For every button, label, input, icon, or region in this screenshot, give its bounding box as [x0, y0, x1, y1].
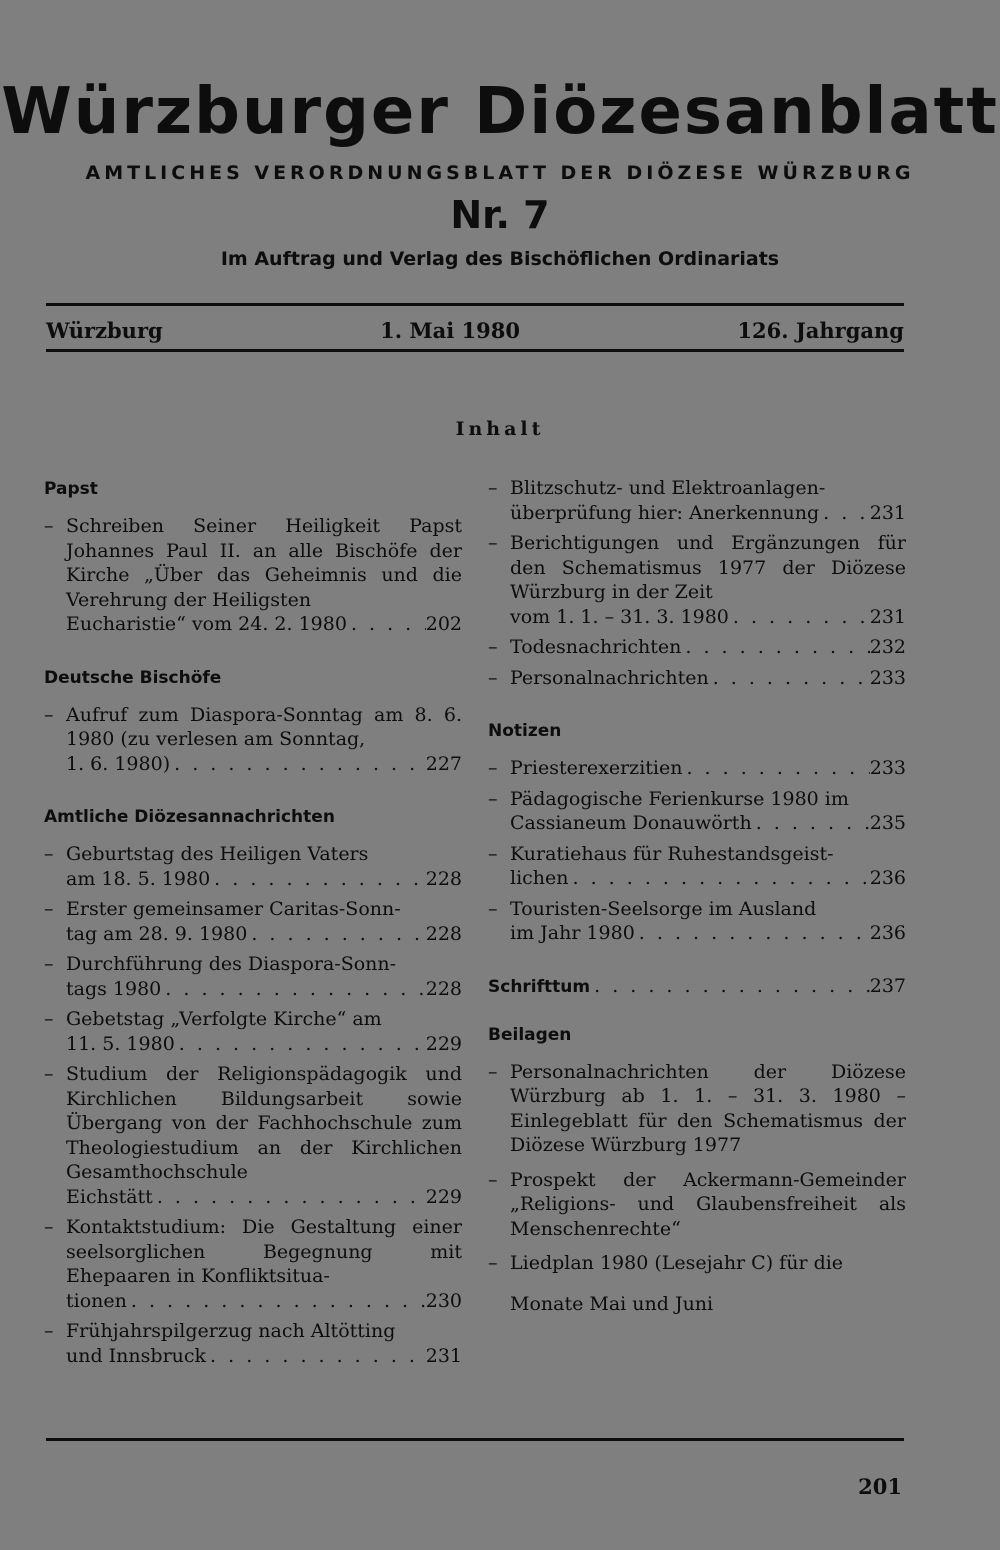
toc-entry-text: Todesnachrichten: [510, 636, 682, 658]
toc-page: 228: [425, 977, 462, 1000]
toc-page: 231: [869, 605, 906, 628]
toc-entry: – Studium der Religionspädagogik und Kirchlichen Bildungsarbeit sowie Übergang von der Fachhochschule zum Theologiestudium an der Kirchlichen Gesamthochschule Eichstätt . . . 229: [44, 1062, 462, 1209]
toc-entry: – Prospekt der Ackermann-Gemeinder „Religions- und Glaubensfreiheit als Menschenrechte“: [488, 1168, 906, 1240]
toc-page: 202: [425, 613, 462, 635]
toc-entry-text: Personalnachrichten der Diözese Würzburg ab 1. 1. – 31. 3. 1980 – Einlegeblatt für den Schematismus der Diözese Würzburg 1977: [510, 1060, 906, 1156]
toc-entry-text: Geburtstag des Heiligen Vaters: [66, 843, 369, 865]
toc-page: 235: [869, 812, 906, 834]
dateline-volume: 126. Jahrgang: [737, 317, 904, 343]
section-heading: Schrifttum: [488, 976, 591, 997]
toc-entry-text: Durchführung des Diaspora-Sonn-: [66, 953, 397, 975]
toc-entry-text: Schreiben Seiner Heiligkeit Papst Johannes Paul II. an alle Bischöfe der Kirche „Über das Geheimnis und die Verehrung der Heiligsten: [66, 515, 462, 611]
section-heading: Notizen: [488, 721, 562, 741]
toc-entry-text: Aufruf zum Diaspora-Sonntag am 8. 6. 1980 (zu verlesen am Sonntag,: [66, 703, 462, 750]
toc-entry-text: Cassianeum Donauwörth: [510, 812, 752, 834]
toc-entry-text: Liedplan 1980 (Lesejahr C) für die: [510, 1252, 844, 1274]
toc-entry: – Gebetstag „Verfolgte Kirche“ am 11. 5. 1980 . . . 229: [44, 1007, 462, 1056]
toc-entry: – Kuratiehaus für Ruhestandsgeist- lichen . . . 236: [488, 842, 906, 891]
toc-entry-text: Gebetstag „Verfolgte Kirche“ am: [66, 1008, 382, 1030]
toc-entry-text: Frühjahrspilgerzug nach Altötting: [66, 1320, 396, 1342]
toc-entry: – Aufruf zum Diaspora-Sonntag am 8. 6. 1980 (zu verlesen am Sonntag, 1. 6. 1980) . . . 227: [44, 703, 462, 777]
toc-entry: – Frühjahrspilgerzug nach Altötting und Innsbruck . . . 231: [44, 1319, 462, 1368]
toc-entry-text: 11. 5. 1980: [66, 1032, 175, 1055]
toc-entry-text: tionen: [66, 1289, 127, 1312]
toc-entry-text: lichen: [510, 867, 569, 889]
toc-entry-text: und Innsbruck: [66, 1344, 207, 1367]
dateline-place: Würzburg: [46, 317, 163, 343]
toc-entry-text: Personalnachrichten: [510, 666, 709, 689]
section-heading: Beilagen: [488, 1024, 572, 1045]
toc-entry: – Personalnachrichten . . . 233: [488, 666, 906, 691]
toc-page: 228: [425, 922, 462, 945]
publication-title: Würzburger Diözesanblatt: [1, 75, 999, 149]
toc-page: 231: [425, 1344, 462, 1367]
toc-entry: – Berichtigungen und Ergänzungen für den Schematismus 1977 der Diözese Würzburg in der Zeit vom 1. 1. – 31. 3. 1980 . . . 231: [488, 531, 906, 629]
toc-page: 229: [425, 1032, 462, 1055]
contents-right-column: [488, 476, 906, 1322]
toc-entry-text: Kuratiehaus für Ruhestandsgeist-: [510, 842, 834, 865]
toc-entry: – Liedplan 1980 (Lesejahr C) für die Monate Mai und Juni: [488, 1251, 906, 1316]
publisher-line: Im Auftrag und Verlag des Bischöflichen Ordinariats: [220, 248, 780, 270]
toc-entry-text: am 18. 5. 1980: [66, 867, 211, 890]
issue-number: Nr. 7: [450, 193, 550, 237]
bottom-rule: [46, 349, 904, 352]
toc-entry: – Priesterexerzitien . . . 233: [488, 756, 906, 781]
publication-subtitle: AMTLICHES VERORDNUNGSBLATT DER DIÖZESE WÜRZBURG: [85, 162, 915, 184]
toc-entry-text: vom 1. 1. – 31. 3. 1980: [510, 605, 729, 628]
toc-entry: – Pädagogische Ferienkurse 1980 im Cassianeum Donauwörth . . . 235: [488, 787, 906, 836]
toc-page: 236: [869, 867, 906, 889]
toc-entry-text: 1. 6. 1980): [66, 752, 171, 775]
toc-page: 236: [869, 922, 906, 944]
toc-entry-text: Monate Mai und Juni: [510, 1292, 714, 1315]
top-rule: [46, 303, 904, 306]
toc-page: 233: [869, 666, 906, 689]
toc-page: 230: [425, 1289, 462, 1312]
toc-entry: [488, 974, 906, 1000]
contents-heading: Inhalt: [455, 418, 545, 440]
toc-page: 228: [425, 867, 462, 890]
toc-entry: – Blitzschutz- und Elektroanlagen- überprüfung hier: Anerkennung . . . 231: [488, 476, 906, 525]
toc-entry-text: Berichtigungen und Ergänzungen für den Schematismus 1977 der Diözese Würzburg in der Zeit: [510, 532, 906, 603]
toc-entry-text: Erster gemeinsamer Caritas-Sonn-: [66, 898, 401, 920]
page-number: 201: [858, 1474, 902, 1499]
toc-entry: – Todesnachrichten . . . 232: [488, 635, 906, 660]
toc-entry-text: überprüfung hier: Anerkennung: [510, 501, 820, 524]
masthead: [0, 70, 1000, 274]
toc-entry: – Personalnachrichten der Diözese Würzburg ab 1. 1. – 31. 3. 1980 – Einlegeblatt für den Schematismus der Diözese Würzburg 1977: [488, 1060, 906, 1156]
toc-entry: – Durchführung des Diaspora-Sonn- tags 1980 . . . 228: [44, 952, 462, 1001]
toc-entry: – Kontaktstudium: Die Gestaltung einer seelsorglichen Begegnung mit Ehepaaren in Konfliktsitua- tionen . . . 230: [44, 1215, 462, 1313]
toc-entry-text: Eichstätt: [66, 1185, 153, 1208]
contents-left-column: [44, 476, 462, 1374]
toc-entry: – Schreiben Seiner Heiligkeit Papst Johannes Paul II. an alle Bischöfe der Kirche „Über das Geheimnis und die Verehrung der Heiligsten Eucharistie“ vom 24. 2. 1980 . . . 202: [44, 514, 462, 637]
toc-entry-text: Kontaktstudium: Die Gestaltung einer seelsorglichen Begegnung mit Ehepaaren in Konfliktsitua-: [66, 1216, 462, 1287]
toc-page: 229: [425, 1185, 462, 1208]
toc-page: 232: [869, 636, 906, 658]
toc-entry-text: Blitzschutz- und Elektroanlagen-: [510, 477, 826, 499]
toc-entry-text: tags 1980: [66, 977, 162, 1000]
toc-entry-text: Touristen-Seelsorge im Ausland: [510, 897, 817, 920]
dateline: [46, 314, 904, 346]
dateline-date: 1. Mai 1980: [380, 317, 520, 343]
toc-entry: – Erster gemeinsamer Caritas-Sonn- tag am 28. 9. 1980 . . . 228: [44, 897, 462, 946]
toc-entry-text: im Jahr 1980: [510, 922, 635, 944]
toc-page: 237: [869, 974, 906, 997]
section-heading: Amtliche Diözesannachrichten: [44, 807, 335, 827]
toc-entry-text: Eucharistie“ vom 24. 2. 1980: [66, 613, 347, 635]
toc-entry: – Geburtstag des Heiligen Vaters am 18. 5. 1980 . . . 228: [44, 842, 462, 891]
section-heading: Papst: [44, 479, 98, 499]
toc-entry-text: Priesterexerzitien: [510, 757, 683, 779]
toc-entry-text: Pädagogische Ferienkurse 1980 im: [510, 787, 849, 810]
toc-entry: – Touristen-Seelsorge im Ausland im Jahr 1980 . . . 236: [488, 897, 906, 946]
toc-page: 227: [425, 752, 462, 775]
toc-page: 233: [869, 757, 906, 779]
toc-entry-text: tag am 28. 9. 1980: [66, 922, 248, 945]
footer-rule: [46, 1438, 904, 1441]
section-heading: Deutsche Bischöfe: [44, 667, 222, 688]
toc-entry-text: Studium der Religionspädagogik und Kirchlichen Bildungsarbeit sowie Übergang von der Fachhochschule zum Theologiestudium an der Kirchlichen Gesamthochschule: [66, 1063, 462, 1183]
toc-entry-text: Prospekt der Ackermann-Gemeinder „Religions- und Glaubensfreiheit als Menschenrechte“: [510, 1168, 906, 1240]
toc-page: 231: [869, 501, 906, 524]
